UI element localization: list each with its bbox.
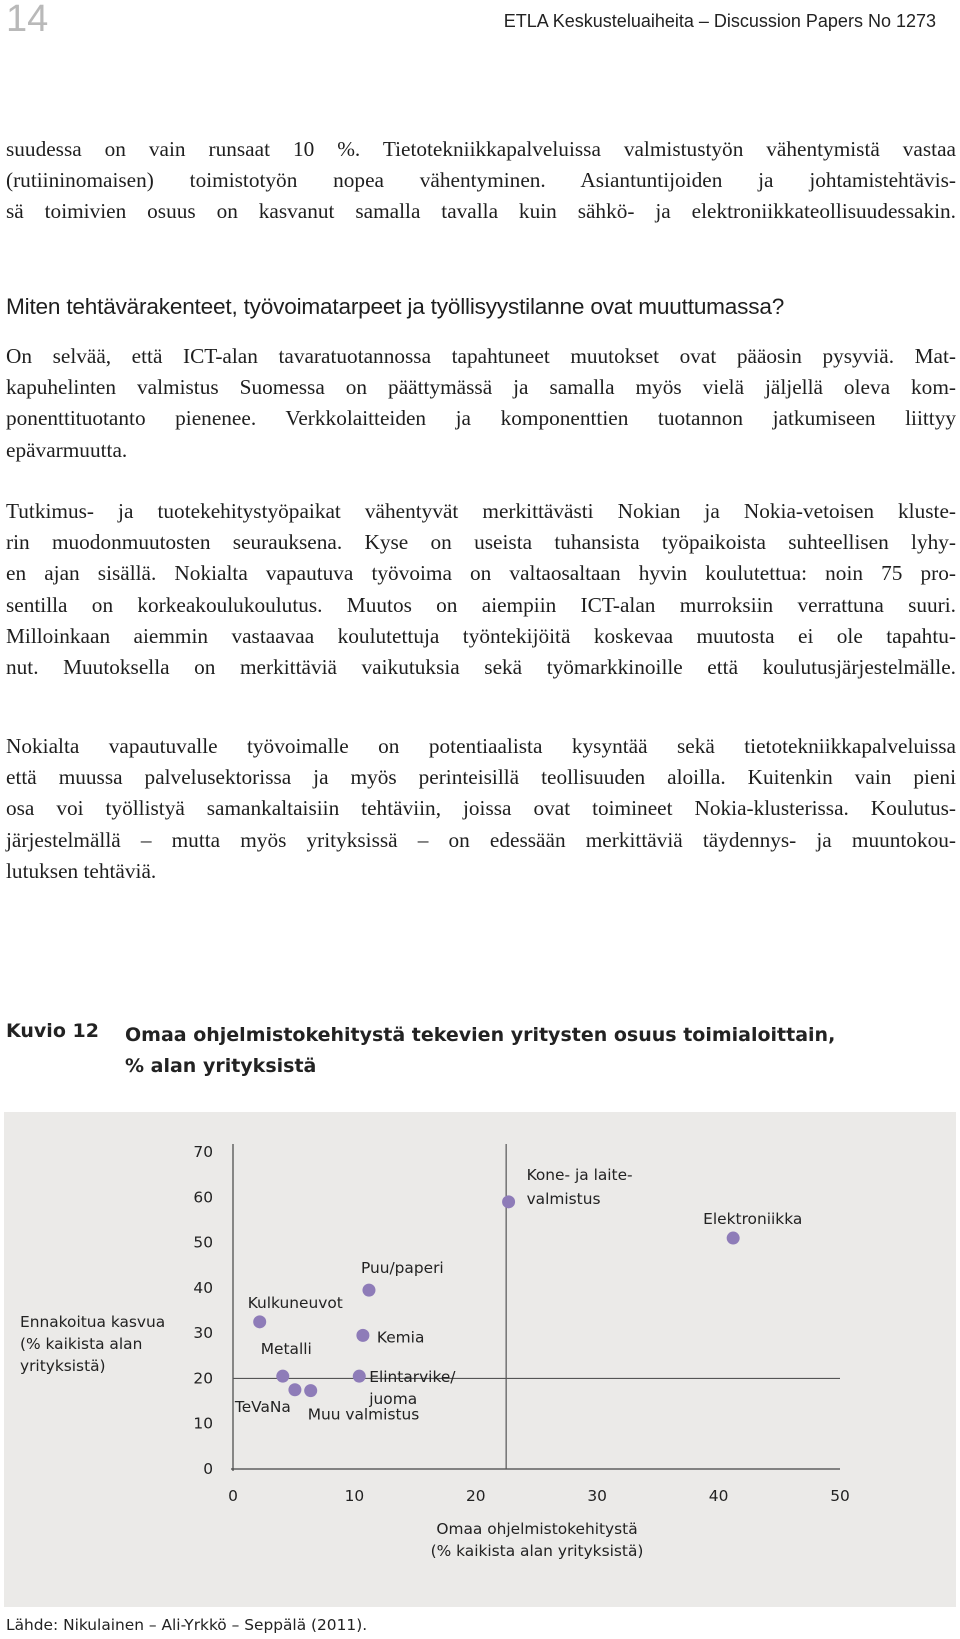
paragraph-line: osa voi työllistyä samankaltaisiin tehtäviin, joissa ovat toimineet Nokia-klusterissa. Koulutus- bbox=[6, 796, 956, 821]
paragraph-line: rin muodonmuutosten seurauksena. Kyse on useista tuhansista työpaikoista suhteellisen lyhy- bbox=[6, 530, 956, 555]
data-point bbox=[502, 1195, 515, 1208]
paragraph-line: Tutkimus- ja tuotekehitystyöpaikat vähentyvät merkittävästi Nokian ja Nokia-vetoisen kluste- bbox=[6, 499, 956, 523]
paragraph-line: Nokialta vapautuvalle työvoimalle on potentiaalista kysyntää sekä tietotekniikkapalveluissa bbox=[6, 734, 956, 758]
paragraph-line: On selvää, että ICT-alan tavaratuotannossa tapahtuneet muutokset ovat pääosin pysyviä. Mat- bbox=[6, 344, 956, 368]
paragraph-line: en ajan sisällä. Nokialta vapautuva työvoima on valtaosaltaan hyvin koulutettua: noin 75 pro- bbox=[6, 561, 956, 586]
data-point bbox=[362, 1284, 375, 1297]
x-tick-label: 50 bbox=[830, 1487, 850, 1505]
data-point-label: Puu/paperi bbox=[360, 1259, 444, 1278]
x-axis-title: (% kaikista alan yrityksistä) bbox=[430, 1542, 644, 1560]
x-tick-label: 0 bbox=[228, 1487, 238, 1505]
y-axis-title: yrityksistä) bbox=[20, 1357, 106, 1375]
data-point-label: TeVaNa bbox=[234, 1397, 291, 1416]
y-tick-label: 70 bbox=[193, 1143, 213, 1161]
data-point-label: Kulkuneuvot bbox=[247, 1293, 343, 1312]
data-point-label: Elektroniikka bbox=[703, 1210, 803, 1229]
data-point bbox=[356, 1329, 369, 1342]
y-axis-title: (% kaikista alan bbox=[20, 1335, 143, 1353]
paragraph-line: lutuksen tehtäviä. bbox=[6, 858, 157, 883]
paragraph-line: (rutiininomaisen) toimistotyön nopea vähentyminen. Asiantuntijoiden ja johtamistehtävis- bbox=[6, 168, 956, 193]
data-point-label: Kone- ja laite- bbox=[526, 1165, 633, 1184]
data-point-label: Elintarvike/ bbox=[369, 1368, 456, 1387]
paragraph-line: Milloinkaan aiemmin vastaavaa koulutettuja työntekijöitä koskevaa muutosta ei ole tapahtu- bbox=[6, 623, 956, 648]
x-tick-label: 20 bbox=[466, 1487, 486, 1505]
y-tick-label: 50 bbox=[193, 1233, 213, 1252]
running-head: ETLA Keskusteluaiheita – Discussion Papers No 1273 bbox=[503, 11, 936, 31]
y-tick-label: 10 bbox=[193, 1414, 213, 1433]
paragraph-line: ponenttituotanto pienenee. Verkkolaitteiden ja komponenttien tuotannon jatkumiseen liittyy bbox=[6, 406, 956, 431]
data-point-label: juoma bbox=[369, 1390, 418, 1409]
figure-title-line: % alan yrityksistä bbox=[125, 1055, 317, 1077]
data-point bbox=[727, 1232, 740, 1245]
data-point bbox=[253, 1315, 266, 1328]
figure-source: Lähde: Nikulainen – Ali-Yrkkö – Seppälä (2011). bbox=[6, 1616, 368, 1634]
data-point bbox=[353, 1370, 366, 1383]
figure-title-line: Omaa ohjelmistokehitystä tekevien yritysten osuus toimialoittain, bbox=[125, 1024, 836, 1046]
paragraph-line: että muussa palvelusektorissa ja myös perinteisillä teollisuuden aloilla. Kuitenkin vain pieni bbox=[6, 765, 956, 790]
y-tick-label: 40 bbox=[193, 1278, 213, 1297]
paragraph-line: järjestelmällä – mutta myös yrityksissä – on edessään merkittäviä täydennys- ja muuntokou- bbox=[6, 827, 956, 852]
y-tick-label: 60 bbox=[193, 1188, 213, 1207]
paragraph-line: nut. Muutoksella on merkittäviä vaikutuksia sekä työmarkkinoille että koulutusjärjestelmälle. bbox=[6, 655, 956, 680]
paragraph-line: epävarmuutta. bbox=[6, 437, 128, 462]
x-tick-label: 30 bbox=[587, 1487, 607, 1505]
data-point-label: Muu valmistus bbox=[307, 1405, 420, 1424]
paragraph-line: sentilla on korkeakoulukoulutus. Muutos on aiempiin ICT-alan murroksiin verrattuna suuri. bbox=[6, 592, 956, 617]
x-tick-label: 10 bbox=[344, 1487, 365, 1505]
page-number: 14 bbox=[6, 0, 49, 40]
data-point-label: Kemia bbox=[376, 1328, 425, 1347]
data-point bbox=[276, 1370, 289, 1383]
section-heading: Miten tehtävärakenteet, työvoimatarpeet ja työllisyystilanne ovat muuttumassa? bbox=[6, 294, 785, 319]
x-axis-title: Omaa ohjelmistokehitystä bbox=[436, 1520, 638, 1538]
x-tick-label: 40 bbox=[708, 1487, 729, 1505]
y-tick-label: 20 bbox=[193, 1369, 213, 1388]
data-point bbox=[304, 1384, 317, 1397]
paragraph-line: kapuhelinten valmistus Suomessa on päättymässä ja samalla myös vielä jäljellä oleva kom- bbox=[6, 375, 956, 400]
y-tick-label: 30 bbox=[193, 1324, 213, 1343]
data-point-label: Metalli bbox=[260, 1340, 312, 1359]
paragraph-line: sä toimivien osuus on kasvanut samalla tavalla kuin sähkö- ja elektroniikkateollisuudessakin. bbox=[6, 199, 956, 224]
y-tick-label: 0 bbox=[203, 1460, 213, 1478]
data-point bbox=[288, 1383, 301, 1396]
paragraph-line: suudessa on vain runsaat 10 %. Tietotekniikkapalveluissa valmistustyön vähentymistä vastaa bbox=[6, 137, 956, 161]
figure-label: Kuvio 12 bbox=[6, 1020, 99, 1042]
y-axis-title: Ennakoitua kasvua bbox=[20, 1313, 166, 1331]
data-point-label: valmistus bbox=[526, 1189, 601, 1208]
